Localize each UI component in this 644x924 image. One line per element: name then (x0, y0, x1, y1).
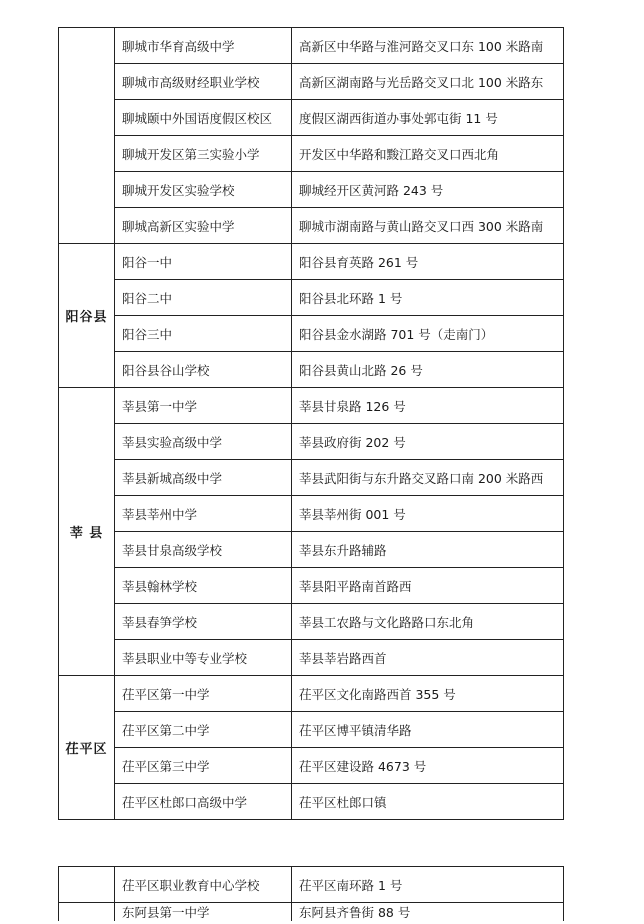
table-row (59, 100, 564, 136)
school-name-cell: 聊城市华育高级中学 (115, 28, 292, 64)
school-address-table (58, 27, 564, 820)
table-row (59, 712, 564, 748)
school-name-cell: 聊城市高级财经职业学校 (115, 64, 292, 100)
school-name-cell: 莘县职业中等专业学校 (115, 640, 292, 676)
school-name-cell: 莘县翰林学校 (115, 568, 292, 604)
school-address-table-body (59, 28, 564, 820)
school-name-cell: 茌平区第一中学 (115, 676, 292, 712)
table-row (59, 424, 564, 460)
school-name-cell: 莘县第一中学 (115, 388, 292, 424)
table-row (59, 64, 564, 100)
school-name-cell: 聊城开发区实验学校 (115, 172, 292, 208)
school-name-cell: 茌平区第三中学 (115, 748, 292, 784)
school-address-cell: 开发区中华路和黢江路交叉口西北角 (292, 136, 564, 172)
school-address-cell: 高新区中华路与淮河路交叉口东 100 米路南 (292, 28, 564, 64)
school-name-cell: 聊城开发区第三实验小学 (115, 136, 292, 172)
table-row (59, 460, 564, 496)
table-row (59, 280, 564, 316)
region-cell: 莘 县 (59, 388, 115, 676)
school-address-cell: 茌平区南环路 1 号 (292, 867, 564, 903)
school-address-cell: 茌平区杜郎口镇 (292, 784, 564, 820)
region-cell: 茌平区 (59, 676, 115, 820)
table-row (59, 784, 564, 820)
table-row (59, 352, 564, 388)
region-cell (59, 867, 115, 903)
table-row (59, 748, 564, 784)
school-name-cell: 莘县春笋学校 (115, 604, 292, 640)
table-row (59, 640, 564, 676)
school-address-cell: 莘县东升路辅路 (292, 532, 564, 568)
region-cell (59, 903, 115, 922)
school-address-cell: 高新区湖南路与光岳路交叉口北 100 米路东 (292, 64, 564, 100)
table-row (59, 316, 564, 352)
school-address-table-continued (58, 866, 564, 921)
school-name-cell: 阳谷县谷山学校 (115, 352, 292, 388)
region-cell (59, 28, 115, 244)
school-address-cell: 莘县工农路与文化路路口东北角 (292, 604, 564, 640)
table-row (59, 388, 564, 424)
school-name-cell: 茌平区杜郎口高级中学 (115, 784, 292, 820)
table-row (59, 208, 564, 244)
table-row (59, 172, 564, 208)
table-row (59, 28, 564, 64)
table-row (59, 136, 564, 172)
school-name-cell: 阳谷二中 (115, 280, 292, 316)
school-name-cell: 阳谷一中 (115, 244, 292, 280)
school-address-table-continued-body (59, 867, 564, 922)
table-row (59, 604, 564, 640)
school-name-cell: 聊城颐中外国语度假区校区 (115, 100, 292, 136)
school-address-cell: 莘县武阳街与东升路交叉路口南 200 米路西 (292, 460, 564, 496)
school-address-cell: 东阿县齐鲁街 88 号 (292, 903, 564, 922)
school-address-cell: 聊城经开区黄河路 243 号 (292, 172, 564, 208)
school-name-cell: 茌平区职业教育中心学校 (115, 867, 292, 903)
school-name-cell: 莘县甘泉高级学校 (115, 532, 292, 568)
school-address-cell: 莘县莘岩路西首 (292, 640, 564, 676)
school-name-cell: 莘县新城高级中学 (115, 460, 292, 496)
school-name-cell: 聊城高新区实验中学 (115, 208, 292, 244)
school-name-cell: 莘县莘州中学 (115, 496, 292, 532)
school-name-cell: 莘县实验高级中学 (115, 424, 292, 460)
school-address-cell: 莘县莘州街 001 号 (292, 496, 564, 532)
school-name-cell: 阳谷三中 (115, 316, 292, 352)
school-address-cell: 茌平区博平镇清华路 (292, 712, 564, 748)
table-row (59, 496, 564, 532)
school-address-cell: 茌平区建设路 4673 号 (292, 748, 564, 784)
school-address-cell: 莘县甘泉路 126 号 (292, 388, 564, 424)
table-row (59, 244, 564, 280)
school-address-cell: 茌平区文化南路西首 355 号 (292, 676, 564, 712)
school-address-cell: 阳谷县黄山北路 26 号 (292, 352, 564, 388)
school-address-cell: 阳谷县北环路 1 号 (292, 280, 564, 316)
table-row (59, 903, 564, 922)
school-address-cell: 聊城市湖南路与黄山路交叉口西 300 米路南 (292, 208, 564, 244)
table-row (59, 867, 564, 903)
school-address-cell: 莘县政府街 202 号 (292, 424, 564, 460)
table-row (59, 532, 564, 568)
region-cell: 阳谷县 (59, 244, 115, 388)
school-name-cell: 茌平区第二中学 (115, 712, 292, 748)
school-address-cell: 度假区湖西街道办事处郭屯街 11 号 (292, 100, 564, 136)
table-row (59, 676, 564, 712)
school-address-cell: 阳谷县育英路 261 号 (292, 244, 564, 280)
table-row (59, 568, 564, 604)
school-address-cell: 莘县阳平路南首路西 (292, 568, 564, 604)
school-name-cell: 东阿县第一中学 (115, 903, 292, 922)
school-address-cell: 阳谷县金水湖路 701 号（走南门） (292, 316, 564, 352)
